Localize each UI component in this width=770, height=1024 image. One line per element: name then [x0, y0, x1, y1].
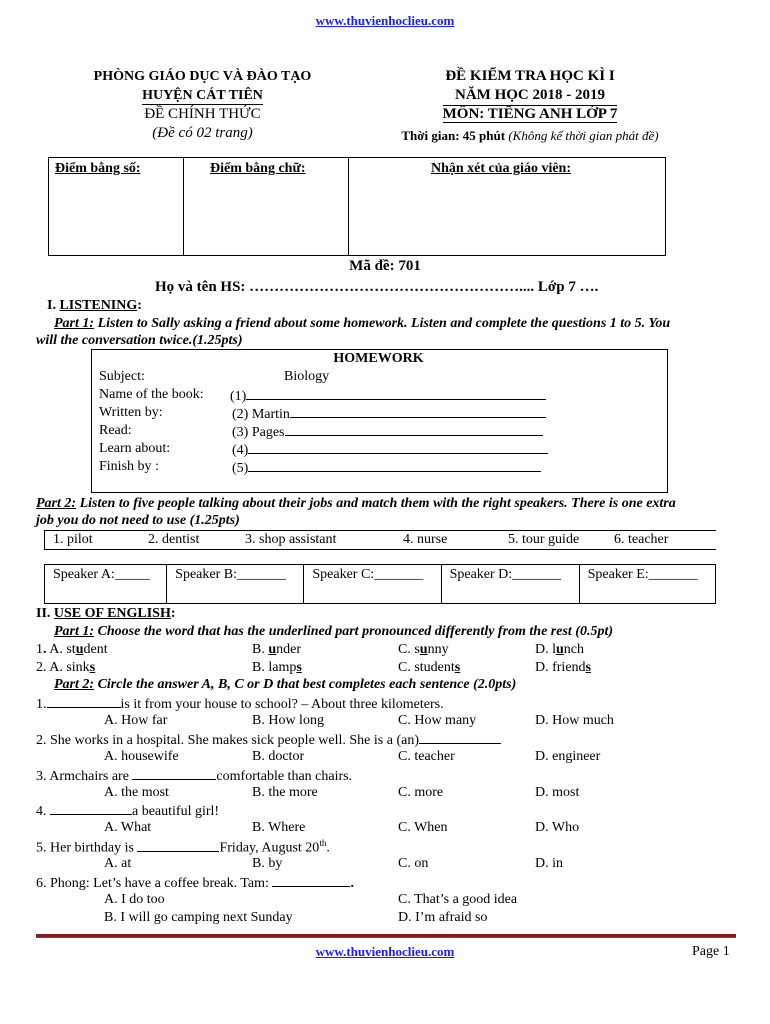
q3-opt-c[interactable]: C. more: [398, 785, 444, 800]
site-link-bottom[interactable]: www.thuvienhoclieu.com: [315, 944, 455, 959]
pron-q2-d[interactable]: D. friends: [535, 660, 591, 675]
q1-opt-d[interactable]: D. How much: [535, 713, 614, 728]
teacher-comment-label: Nhận xét của giáo viên:: [431, 161, 571, 176]
score-number-label: Điểm bằng số:: [55, 161, 141, 176]
header-right: [345, 67, 715, 145]
q2-opt-c[interactable]: C. teacher: [398, 749, 455, 764]
q5-stem: 5. Her birthday is Friday, August 20th.: [36, 838, 330, 856]
speaker-e[interactable]: Speaker E:_______: [579, 565, 715, 604]
q3-opt-b[interactable]: B. the more: [252, 785, 318, 800]
job-4: 4. nurse: [403, 532, 448, 547]
hw-read-field[interactable]: (3) Pages: [232, 423, 543, 441]
exam-code: Mã đề: 701: [349, 258, 421, 274]
time-line: Thời gian: 45 phút (Không kể thời gian phát đề): [401, 128, 659, 143]
job-6: 6. teacher: [614, 532, 669, 547]
speaker-c[interactable]: Speaker C:_______: [304, 565, 441, 604]
homework-title: HOMEWORK: [333, 351, 424, 366]
hw-learn-label: Learn about:: [99, 441, 171, 456]
section-use-of-english: II. USE OF ENGLISH:: [36, 606, 176, 621]
pron-q1-c[interactable]: C. sunny: [398, 642, 449, 657]
q2-opt-a[interactable]: A. housewife: [104, 749, 179, 764]
score-words-label: Điểm bằng chữ:: [210, 161, 306, 176]
job-1: 1. pilot: [53, 532, 93, 547]
part1-instruction: Part 1: Listen to Sally asking a friend about some homework. Listen and complete the questions 1 to 5. You will the conversation twice.(1.25pts): [36, 316, 671, 348]
hw-author-label: Written by:: [99, 405, 163, 420]
job-2: 2. dentist: [148, 532, 200, 547]
q1-opt-b[interactable]: B. How long: [252, 713, 324, 728]
q6-opt-c[interactable]: C. That’s a good idea: [398, 892, 518, 907]
hw-subject-label: Subject:: [99, 369, 145, 384]
q5-opt-a[interactable]: A. at: [104, 856, 132, 871]
header-left: [60, 67, 345, 143]
part2-instruction: Part 2: Listen to five people talking about their jobs and match them with the right speakers. There is one extra job you do not need to use (1.25pts): [36, 496, 676, 528]
pron-q2-c[interactable]: C. students: [398, 660, 461, 675]
s2-part1-instruction: Part 1: Choose the word that has the underlined part pronounced differently from the rest (0.5pt): [54, 624, 614, 639]
q3-opt-a[interactable]: A. the most: [104, 785, 169, 800]
q1-opt-c[interactable]: C. How many: [398, 713, 477, 728]
q4-opt-b[interactable]: B. Where: [252, 820, 306, 835]
q6-opt-d[interactable]: D. I’m afraid so: [398, 910, 488, 925]
q6-opt-a[interactable]: A. I do too: [104, 892, 165, 907]
hw-learn-field[interactable]: (4): [232, 441, 548, 459]
hw-author-field[interactable]: (2) Martin: [232, 405, 546, 423]
q5-opt-d[interactable]: D. in: [535, 856, 563, 871]
pron-q2-a[interactable]: 2. A. sinks: [36, 660, 96, 675]
exam-title: ĐỀ KIỂM TRA HỌC KÌ I: [445, 68, 615, 84]
hw-book-field[interactable]: (1): [230, 387, 546, 405]
q2-opt-b[interactable]: B. doctor: [252, 749, 305, 764]
footer-divider: [36, 934, 736, 938]
q4-opt-c[interactable]: C. When: [398, 820, 448, 835]
student-name-line: Họ và tên HS: ……………………………………………….... Lớp 7 ….: [155, 279, 599, 295]
q1-opt-a[interactable]: A. How far: [104, 713, 168, 728]
q6-stem: 6. Phong: Let’s have a coffee break. Tam: .: [36, 876, 354, 891]
jobs-table: [44, 530, 716, 550]
department-name: PHÒNG GIÁO DỤC VÀ ĐÀO TẠO: [93, 69, 312, 84]
q4-opt-a[interactable]: A. What: [104, 820, 152, 835]
q2-opt-d[interactable]: D. engineer: [535, 749, 601, 764]
official-label: ĐỀ CHÍNH THỨC: [144, 106, 261, 122]
q4-opt-d[interactable]: D. Who: [535, 820, 580, 835]
hw-read-label: Read:: [99, 423, 132, 438]
job-5: 5. tour guide: [508, 532, 580, 547]
hw-finish-field[interactable]: (5): [232, 459, 541, 477]
speaker-d[interactable]: Speaker D:_______: [441, 565, 579, 604]
subject: MÔN: TIẾNG ANH LỚP 7: [442, 106, 618, 122]
pron-q2-b[interactable]: B. lamps: [252, 660, 302, 675]
q3-stem: 3. Armchairs are comfortable than chairs.: [36, 769, 353, 784]
q5-opt-c[interactable]: C. on: [398, 856, 429, 871]
q5-opt-b[interactable]: B. by: [252, 856, 283, 871]
score-table: [48, 157, 666, 256]
hw-finish-label: Finish by :: [99, 459, 159, 474]
school-year: NĂM HỌC 2018 - 2019: [455, 87, 605, 103]
speakers-table: [44, 564, 716, 604]
job-3: 3. shop assistant: [245, 532, 337, 547]
q3-opt-d[interactable]: D. most: [535, 785, 580, 800]
pron-q1-a[interactable]: 1. A. student: [36, 642, 108, 657]
hw-book-label: Name of the book:: [99, 387, 204, 402]
section-listening: I. LISTENING:: [47, 298, 142, 313]
hw-subject-value: Biology: [284, 369, 330, 384]
pron-q1-b[interactable]: B. under: [252, 642, 302, 657]
s2-part2-instruction: Part 2: Circle the answer A, B, C or D that best completes each sentence (2.0pts): [54, 677, 517, 692]
q1-stem: 1. is it from your house to school? – About three kilometers.: [36, 697, 444, 712]
page-number: Page 1: [692, 944, 730, 959]
page-count-note: (Đề có 02 trang): [152, 125, 253, 141]
q4-stem: 4. a beautiful girl!: [36, 804, 220, 819]
speaker-a[interactable]: Speaker A:_____: [45, 565, 167, 604]
q2-stem: 2. She works in a hospital. She makes sick people well. She is a (an): [36, 731, 501, 749]
q6-opt-b[interactable]: B. I will go camping next Sunday: [104, 910, 293, 925]
site-link-top[interactable]: www.thuvienhoclieu.com: [315, 13, 455, 28]
speaker-b[interactable]: Speaker B:_______: [167, 565, 304, 604]
district-name: HUYỆN CÁT TIÊN: [142, 88, 263, 103]
pron-q1-d[interactable]: D. lunch: [535, 642, 585, 657]
